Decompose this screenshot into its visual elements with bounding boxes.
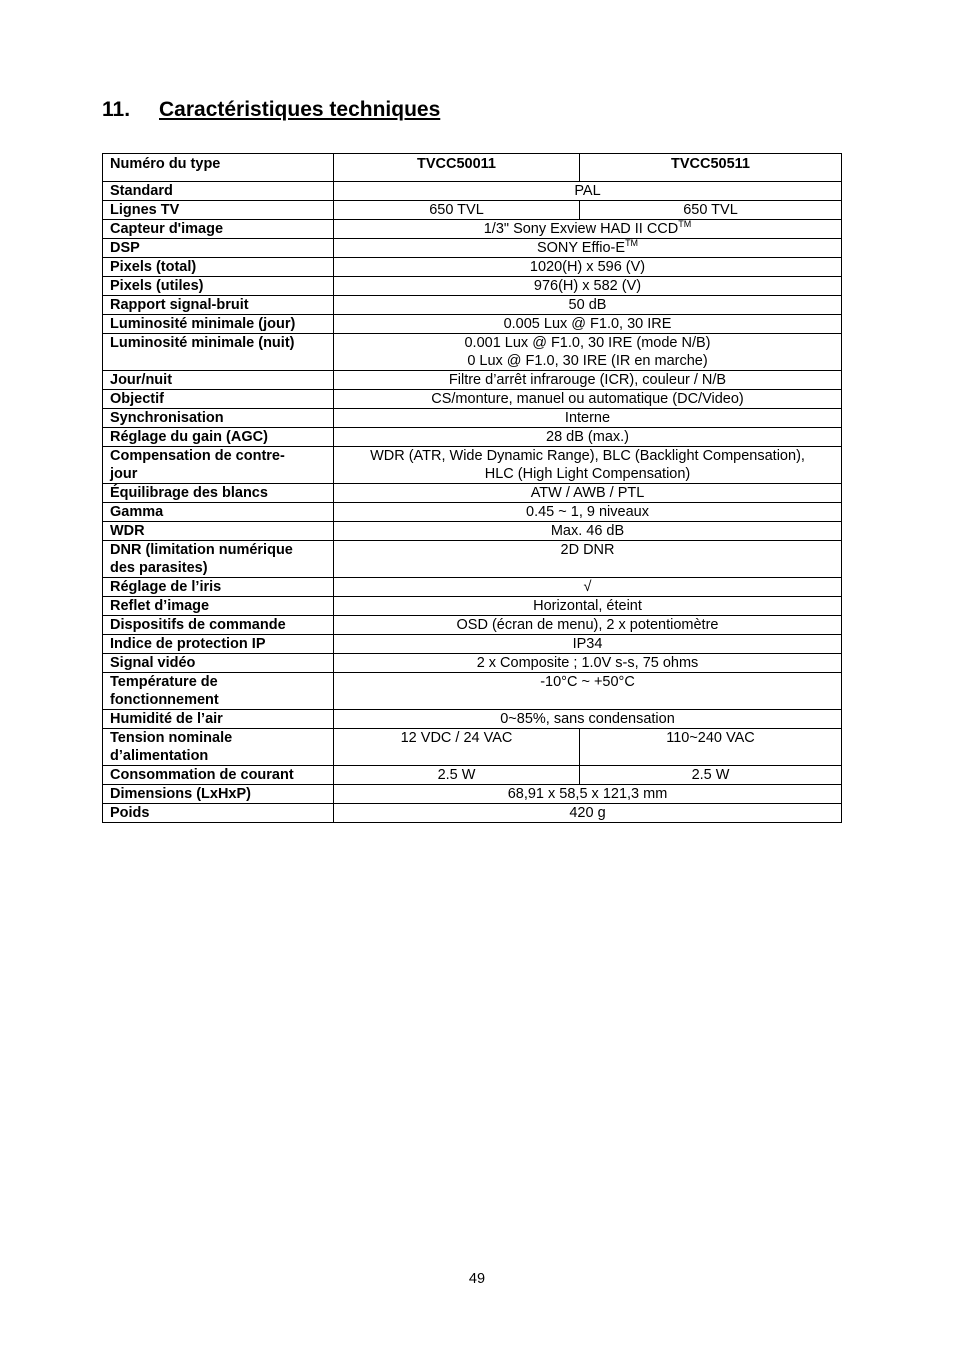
spec-value	[334, 409, 842, 428]
spec-value	[334, 597, 842, 616]
spec-value	[334, 296, 842, 315]
spec-value-text: Max. 46 dB	[550, 523, 625, 539]
spec-value-text: 0.001 Lux @ F1.0, 30 IRE (mode N/B)	[464, 335, 711, 351]
spec-value	[334, 785, 842, 804]
spec-value-text: ATW / AWB / PTL	[530, 485, 645, 501]
spec-label	[103, 277, 334, 296]
spec-label-text: Luminosité minimale (jour)	[110, 316, 296, 332]
table-row	[103, 635, 842, 654]
spec-value-text: 0~85%, sans condensation	[500, 711, 675, 727]
spec-label-text: Dispositifs de commande	[110, 617, 286, 633]
table-row	[103, 447, 842, 484]
spec-label-text: Température de	[110, 674, 218, 690]
spec-value-text: 2D DNR	[560, 542, 615, 558]
spec-value-model-2: 110~240 VAC	[580, 729, 842, 766]
spec-label-text: Tension nominale	[110, 730, 233, 746]
spec-label	[103, 315, 334, 334]
spec-label-text: Dimensions (LxHxP)	[110, 786, 251, 802]
spec-label	[103, 541, 334, 578]
table-row	[103, 428, 842, 447]
table-row	[103, 710, 842, 729]
spec-value-text: 1020(H) x 596 (V)	[529, 259, 646, 275]
spec-label-text: Réglage du gain (AGC)	[110, 429, 268, 445]
spec-label-text: Pixels (total)	[110, 259, 197, 275]
table-row	[103, 484, 842, 503]
table-row	[103, 277, 842, 296]
table-row	[103, 371, 842, 390]
table-row	[103, 541, 842, 578]
spec-label	[103, 296, 334, 315]
spec-label	[103, 597, 334, 616]
spec-value	[334, 447, 842, 484]
spec-label-text: Lignes TV	[110, 202, 180, 218]
spec-value	[334, 710, 842, 729]
spec-value-text: WDR (ATR, Wide Dynamic Range), BLC (Backlight Compensation),	[370, 448, 805, 464]
table-row	[103, 503, 842, 522]
trademark-superscript: TM	[625, 238, 639, 249]
table-header-row	[103, 154, 842, 182]
spec-label	[103, 673, 334, 710]
spec-label	[103, 710, 334, 729]
table-row	[103, 182, 842, 201]
spec-label-text-line2: d’alimentation	[110, 748, 209, 764]
spec-value-text: 0.45 ~ 1, 9 niveaux	[526, 504, 649, 520]
spec-value-text: 68,91 x 58,5 x 121,3 mm	[507, 786, 668, 802]
spec-label	[103, 334, 334, 371]
spec-label-text: Réglage de l’iris	[110, 579, 222, 595]
spec-value-text: 976(H) x 582 (V)	[533, 278, 642, 294]
spec-value	[334, 277, 842, 296]
spec-value	[334, 578, 842, 597]
spec-value	[334, 182, 842, 201]
spec-label	[103, 578, 334, 597]
spec-label-text: Équilibrage des blancs	[110, 485, 268, 501]
spec-value-text: 50 dB	[568, 297, 607, 313]
spec-value	[334, 616, 842, 635]
spec-label-text: Consommation de courant	[110, 767, 294, 783]
spec-label	[103, 503, 334, 522]
spec-label	[103, 182, 334, 201]
spec-label-text-line2: jour	[110, 466, 138, 482]
spec-label	[103, 804, 334, 823]
spec-value	[334, 428, 842, 447]
table-row	[103, 673, 842, 710]
spec-label	[103, 616, 334, 635]
spec-value	[334, 673, 842, 710]
spec-label	[103, 371, 334, 390]
spec-value	[334, 635, 842, 654]
table-row	[103, 239, 842, 258]
spec-label-text: Gamma	[110, 504, 164, 520]
table-row	[103, 258, 842, 277]
spec-value-text: OSD (écran de menu), 2 x potentiomètre	[456, 617, 719, 633]
table-row	[103, 616, 842, 635]
table-row	[103, 390, 842, 409]
spec-value	[334, 804, 842, 823]
spec-label	[103, 428, 334, 447]
section-title: Caractéristiques techniques	[159, 98, 441, 121]
spec-value	[334, 258, 842, 277]
spec-label	[103, 785, 334, 804]
spec-value-text: Interne	[564, 410, 611, 426]
section-number: 11.	[102, 98, 131, 121]
spec-label	[103, 766, 334, 785]
spec-label-text: Compensation de contre-	[110, 448, 285, 464]
table-row	[103, 409, 842, 428]
spec-value	[334, 390, 842, 409]
spec-label-text: Indice de protection IP	[110, 636, 266, 652]
spec-label	[103, 220, 334, 239]
header-label: Numéro du type	[103, 154, 334, 182]
table-row	[103, 766, 842, 785]
spec-value-text: CS/monture, manuel ou automatique (DC/Video)	[431, 391, 744, 407]
spec-label-text: Jour/nuit	[110, 372, 173, 388]
spec-label-text: DNR (limitation numérique	[110, 542, 293, 558]
spec-value-text: 420 g	[569, 805, 606, 821]
specifications-table-body	[103, 154, 842, 823]
spec-label-text: Synchronisation	[110, 410, 224, 426]
spec-value-text: √	[583, 579, 592, 595]
spec-label	[103, 729, 334, 766]
spec-value	[334, 522, 842, 541]
trademark-superscript: TM	[678, 219, 692, 230]
header-model-1: TVCC50011	[334, 154, 580, 182]
table-row	[103, 296, 842, 315]
header-model-2: TVCC50511	[580, 154, 842, 182]
spec-label-text: Luminosité minimale (nuit)	[110, 335, 295, 351]
table-row	[103, 785, 842, 804]
spec-value	[334, 239, 842, 258]
spec-label	[103, 654, 334, 673]
spec-value-model-1: 650 TVL	[334, 201, 580, 220]
table-row	[103, 597, 842, 616]
spec-value-text: 2 x Composite ; 1.0V s-s, 75 ohms	[476, 655, 699, 671]
table-row	[103, 729, 842, 766]
spec-label	[103, 258, 334, 277]
spec-label-text: Reflet d’image	[110, 598, 210, 614]
spec-value-text: -10°C ~ +50°C	[540, 674, 635, 690]
spec-value-text: Filtre d’arrêt infrarouge (ICR), couleur / N/B	[448, 372, 727, 388]
spec-label	[103, 484, 334, 503]
spec-value	[334, 503, 842, 522]
spec-label-text: DSP	[110, 240, 140, 256]
table-row	[103, 654, 842, 673]
spec-label	[103, 522, 334, 541]
spec-label-text: Objectif	[110, 391, 164, 407]
spec-label	[103, 390, 334, 409]
table-row	[103, 201, 842, 220]
spec-value-model-1: 12 VDC / 24 VAC	[334, 729, 580, 766]
spec-label-text: Poids	[110, 805, 150, 821]
table-row	[103, 334, 842, 371]
spec-value	[334, 541, 842, 578]
spec-value-text: PAL	[574, 183, 601, 199]
table-row	[103, 315, 842, 334]
table-row	[103, 220, 842, 239]
spec-label-text: Rapport signal-bruit	[110, 297, 249, 313]
spec-label	[103, 409, 334, 428]
spec-label-text-line2: fonctionnement	[110, 692, 219, 708]
spec-value	[334, 371, 842, 390]
spec-value-text: 28 dB (max.)	[546, 429, 629, 445]
spec-label-text: Humidité de l’air	[110, 711, 223, 727]
spec-label-text: Capteur d'image	[110, 221, 224, 237]
table-row	[103, 804, 842, 823]
spec-value	[334, 654, 842, 673]
spec-value-text: 1/3" Sony Exview HAD II CCD	[483, 221, 679, 237]
spec-value-text: SONY Effio-E	[536, 240, 626, 256]
spec-value-model-1: 2.5 W	[334, 766, 580, 785]
spec-value	[334, 220, 842, 239]
spec-label	[103, 447, 334, 484]
spec-value	[334, 334, 842, 371]
spec-label-text-line2: des parasites)	[110, 560, 208, 576]
spec-label-text: Standard	[110, 183, 173, 199]
table-row	[103, 578, 842, 597]
spec-value-model-2: 2.5 W	[580, 766, 842, 785]
spec-value-text: Horizontal, éteint	[533, 598, 642, 614]
spec-value	[334, 315, 842, 334]
spec-value-text-line2: HLC (High Light Compensation)	[484, 466, 691, 482]
spec-label-text: Pixels (utiles)	[110, 278, 204, 294]
spec-label-text: WDR	[110, 523, 145, 539]
page-number: 49	[468, 1271, 486, 1287]
table-row	[103, 522, 842, 541]
spec-value-text-line2: 0 Lux @ F1.0, 30 IRE (IR en marche)	[467, 353, 708, 369]
spec-value-text: 0.005 Lux @ F1.0, 30 IRE	[503, 316, 672, 332]
spec-label-text: Signal vidéo	[110, 655, 196, 671]
spec-label	[103, 201, 334, 220]
spec-value	[334, 484, 842, 503]
spec-label	[103, 239, 334, 258]
section-heading	[102, 98, 440, 122]
spec-value-model-2: 650 TVL	[580, 201, 842, 220]
specifications-table	[102, 153, 842, 823]
spec-value-text: IP34	[572, 636, 603, 652]
spec-label	[103, 635, 334, 654]
